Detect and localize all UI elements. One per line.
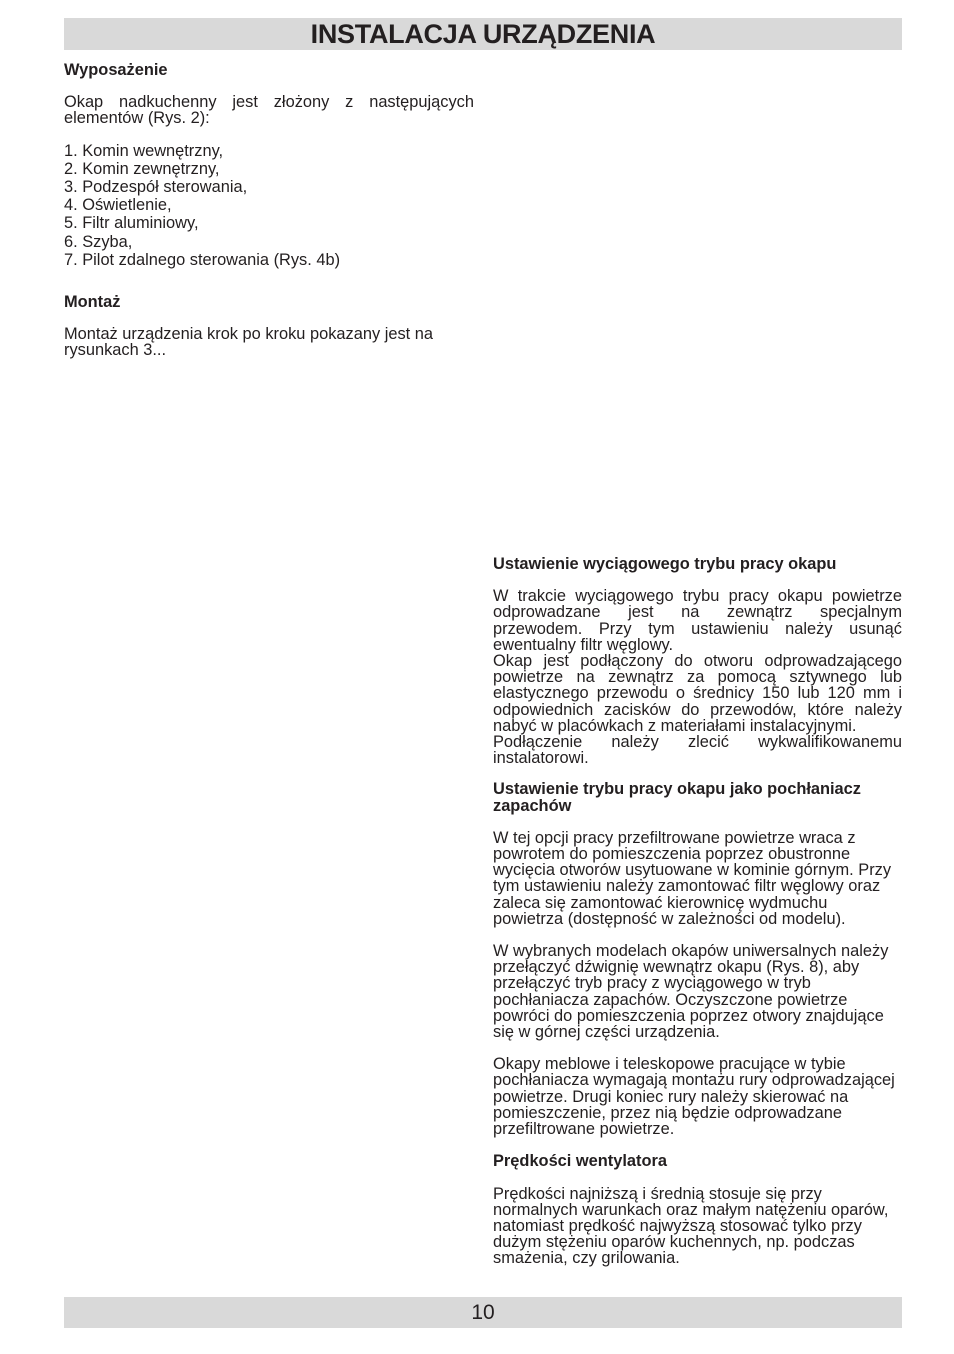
equipment-heading: Wyposażenie	[64, 61, 168, 79]
mounting-text: Montaż urządzenia krok po kroku pokazany jest na rysunkach 3...	[64, 325, 433, 360]
list-item: 3. Podzespół sterowania,	[64, 178, 248, 197]
extraction-mode-paragraph-3: Podłączenie należy zlecić wykwalifikowanemu instalatorowi.	[493, 733, 902, 768]
absorber-mode-heading: Ustawienie trybu pracy okapu jako pochłaniacz zapachów	[493, 780, 861, 815]
absorber-mode-paragraph-3: Okapy meblowe i teleskopowe pracujące w tybie pochłaniacza wymagają montażu rury odprowadzającej powietrze. Drugi koniec rury należy skierować na pomieszczenie, przez nią będzie odprowadzane przefiltrowane powietrze.	[493, 1055, 895, 1139]
left-column	[64, 62, 474, 359]
list-item: 5. Filtr aluminiowy,	[64, 214, 199, 233]
equipment-list	[64, 142, 474, 269]
list-item: 4. Oświetlenie,	[64, 196, 172, 215]
right-column	[493, 556, 902, 1267]
equipment-intro: Okap nadkuchenny jest złożony z następujących elementów (Rys. 2):	[64, 93, 474, 128]
absorber-mode-paragraph-2: W wybranych modelach okapów uniwersalnych należy przełączyć dźwignię wewnątrz okapu (Rys. 8), aby przełączyć tryb pracy z wyciągowego w tryb pochłaniacza zapachów. Oczyszczone powietrze powróci do pomieszczenia poprzez otwory znajdujące się w górnej części urządzenia.	[493, 942, 889, 1042]
mounting-heading: Montaż	[64, 293, 121, 312]
extraction-mode-paragraph-2: Okap jest podłączony do otworu odprowadzającego powietrze na zewnątrz za pomocą sztywnego lub elastycznego przewodu o średnicy 150 lub 120 mm i odpowiednich zacisków do przewodów, które należy nabyć w placówkach z materiałami instalacyjnymi.	[493, 652, 902, 735]
page-number: 10	[471, 1300, 495, 1324]
extraction-mode-heading: Ustawienie wyciągowego trybu pracy okapu	[493, 555, 837, 573]
fan-speed-paragraph: Prędkości najniższą i średnią stosuje się przy normalnych warunkach oraz małym natężeniu oparów, natomiast prędkość najwyższą stosować tylko przy dużym stężeniu oparów kuchennych, np. podczas smażenia, czy grilowania.	[493, 1184, 889, 1268]
fan-speed-heading: Prędkości wentylatora	[493, 1152, 667, 1171]
page-title: INSTALACJA URZĄDZENIA	[310, 19, 656, 49]
footer-bar	[64, 1297, 902, 1328]
extraction-mode-paragraph-1: W trakcie wyciągowego trybu pracy okapu powietrze odprowadzane jest na zewnątrz specjalnym przewodem. Przy tym ustawieniu należy usunąć ewentualny filtr węglowy.	[493, 587, 902, 654]
list-item: 2. Komin zewnętrzny,	[64, 159, 220, 178]
absorber-mode-paragraph-1: W tej opcji pracy przefiltrowane powietrze wraca z powrotem do pomieszczenia poprzez obustronne wycięcia otworów usytuowane w kominie górnym. Przy tym ustawieniu należy zamontować filtr węglowy oraz zaleca się zamontować kierownicę wydmuchu powietrza (dostępność w zależności od modelu).	[493, 828, 892, 928]
list-item: 1. Komin wewnętrzny,	[64, 141, 224, 160]
section-title-bar	[64, 18, 902, 50]
list-item: 6. Szyba,	[64, 232, 133, 251]
list-item: 7. Pilot zdalnego sterowania (Rys. 4b)	[64, 250, 341, 269]
